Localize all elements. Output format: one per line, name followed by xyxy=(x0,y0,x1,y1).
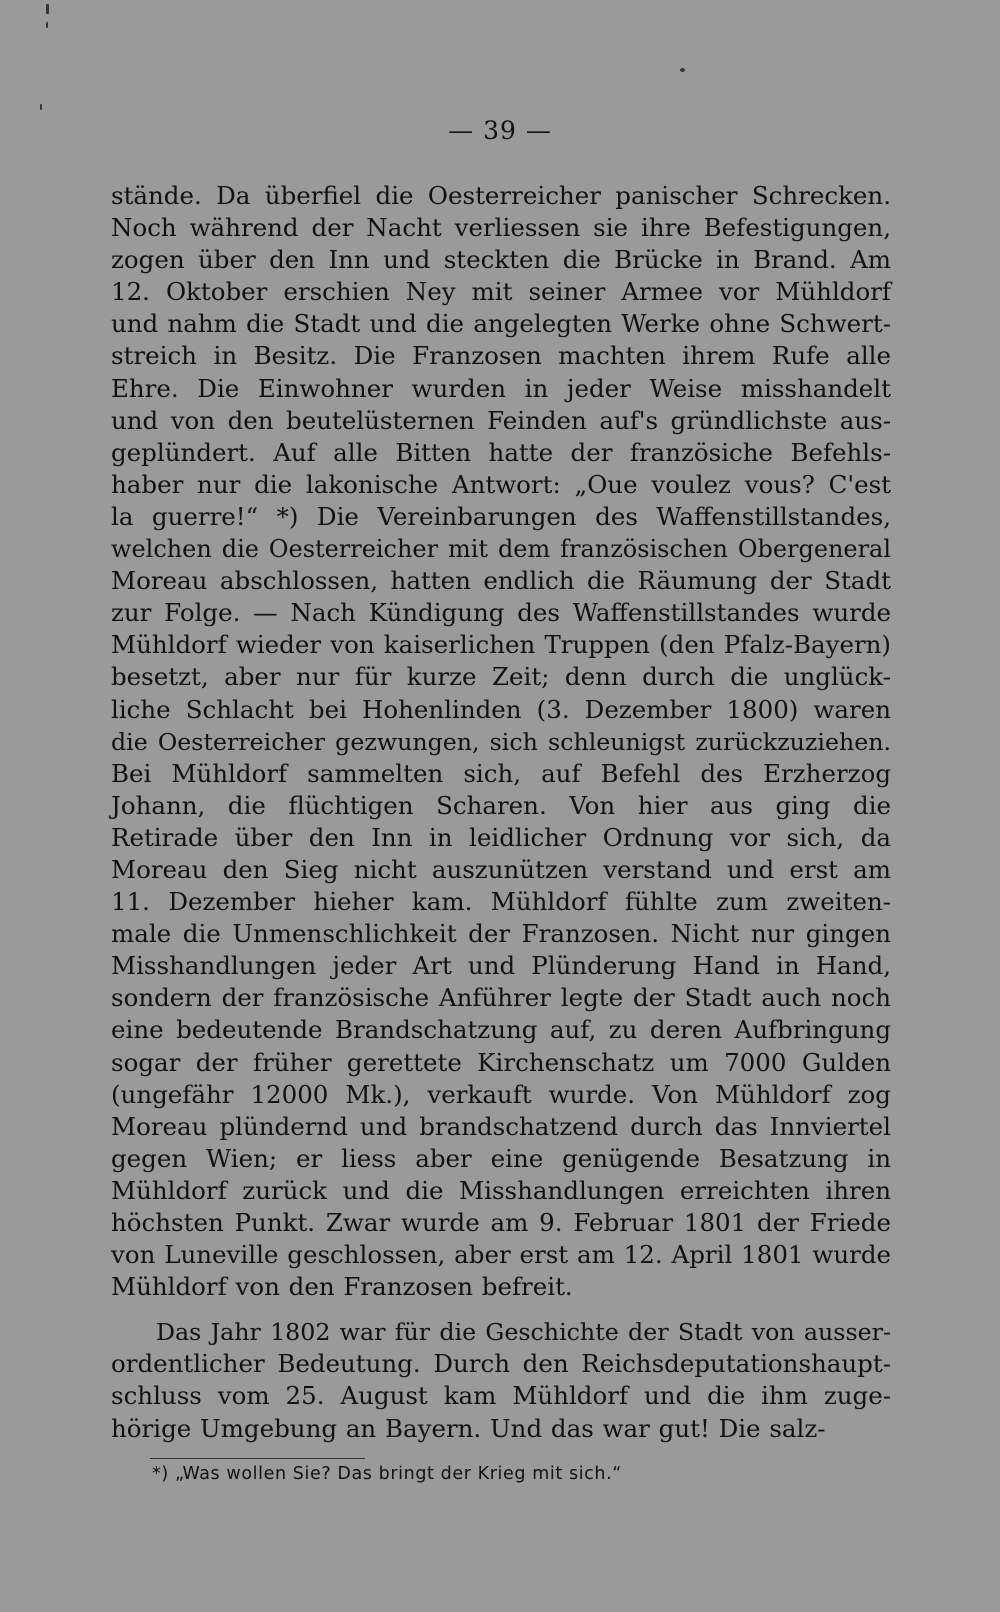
text-line: Noch während der Nacht verliessen sie ihre Befestigungen, xyxy=(111,213,891,243)
text-line: eine bedeutende Brandschatzung auf, zu deren Aufbringung xyxy=(111,1015,891,1045)
text-line: schluss vom 25. August kam Mühldorf und die ihm zuge- xyxy=(111,1381,891,1411)
text-line: und von den beutelüsternen Feinden auf's gründlichste aus- xyxy=(111,405,891,435)
text-line: haber nur die lakonische Antwort: „Oue voulez vous? C'est xyxy=(111,469,891,499)
text-line: Das Jahr 1802 war für die Geschichte der Stadt von ausser- xyxy=(156,1318,891,1347)
text-line: Johann, die flüchtigen Scharen. Von hier aus ging die xyxy=(111,790,891,820)
text-line: ordentlicher Bedeutung. Durch den Reichsdeputationshaupt- xyxy=(111,1349,891,1379)
text-line: sondern der französische Anführer legte der Stadt auch noch xyxy=(111,983,891,1013)
text-line: Mühldorf zurück und die Misshandlungen erreichten ihren xyxy=(111,1175,891,1205)
text-line: (ungefähr 12000 Mk.), verkauft wurde. Von Mühldorf zog xyxy=(111,1079,891,1109)
text-line: zogen über den Inn und steckten die Brücke in Brand. Am xyxy=(111,245,891,275)
text-line: Mühldorf wieder von kaiserlichen Truppen (den Pfalz-Bayern) xyxy=(111,630,891,660)
body-text xyxy=(111,180,891,1445)
text-line: geplündert. Auf alle Bitten hatte der französiche Befehls- xyxy=(111,437,891,467)
text-line: zur Folge. — Nach Kündigung des Waffenstillstandes wurde xyxy=(111,598,891,628)
page-number: — 39 — xyxy=(448,116,552,145)
text-line: male die Unmenschlichkeit der Franzosen. Nicht nur gingen xyxy=(111,919,891,949)
text-line: hörige Umgebung an Bayern. Und das war gut! Die salz- xyxy=(111,1413,826,1443)
text-line: Moreau plündernd und brandschatzend durch das Innviertel xyxy=(111,1111,891,1141)
scan-speck xyxy=(40,104,42,110)
text-line: besetzt, aber nur für kurze Zeit; denn durch die unglück- xyxy=(111,662,891,692)
text-line: streich in Besitz. Die Franzosen machten ihrem Rufe alle xyxy=(111,341,891,371)
paragraph xyxy=(111,180,891,1303)
text-line: Misshandlungen jeder Art und Plünderung Hand in Hand, xyxy=(111,951,891,981)
paragraph xyxy=(111,1316,891,1444)
text-line: und nahm die Stadt und die angelegten Werke ohne Schwert- xyxy=(111,309,891,339)
text-line: Bei Mühldorf sammelten sich, auf Befehl des Erzherzog xyxy=(111,758,891,788)
text-line: welchen die Oesterreicher mit dem französischen Obergeneral xyxy=(111,535,891,564)
text-line: la guerre!“ *) Die Vereinbarungen des Waffenstillstandes, xyxy=(111,501,891,531)
text-line: Moreau den Sieg nicht auszunützen verstand und erst am xyxy=(111,854,891,884)
text-line: höchsten Punkt. Zwar wurde am 9. Februar 1801 der Friede xyxy=(111,1208,891,1237)
text-line: sogar der früher gerettete Kirchenschatz um 7000 Gulden xyxy=(111,1047,891,1077)
text-line: 12. Oktober erschien Ney mit seiner Armee vor Mühldorf xyxy=(111,277,891,307)
text-line: die Oesterreicher gezwungen, sich schleunigst zurückzuziehen. xyxy=(111,727,891,756)
text-line: liche Schlacht bei Hohenlinden (3. Dezember 1800) waren xyxy=(111,694,891,724)
scan-speck xyxy=(680,68,685,72)
text-line: von Luneville geschlossen, aber erst am 12. April 1801 wurde xyxy=(111,1240,891,1270)
text-line: Ehre. Die Einwohner wurden in jeder Weise misshandelt xyxy=(111,373,891,403)
text-line: Mühldorf von den Franzosen befreit. xyxy=(111,1272,573,1302)
text-line: 11. Dezember hieher kam. Mühldorf fühlte zum zweiten- xyxy=(111,887,891,917)
scan-speck xyxy=(46,4,49,14)
text-line: Retirade über den Inn in leidlicher Ordnung vor sich, da xyxy=(111,822,891,852)
paragraph-gap xyxy=(111,1303,891,1316)
scan-speck xyxy=(46,22,48,28)
text-line: stände. Da überfiel die Oesterreicher panischer Schrecken. xyxy=(111,181,891,210)
text-line: Moreau abschlossen, hatten endlich die Räumung der Stadt xyxy=(111,566,891,596)
footnote: *) „Was wollen Sie? Das bringt der Krieg mit sich.“ xyxy=(152,1464,622,1484)
footnote-rule xyxy=(150,1458,365,1459)
text-line: gegen Wien; er liess aber eine genügende Besatzung in xyxy=(111,1143,891,1173)
